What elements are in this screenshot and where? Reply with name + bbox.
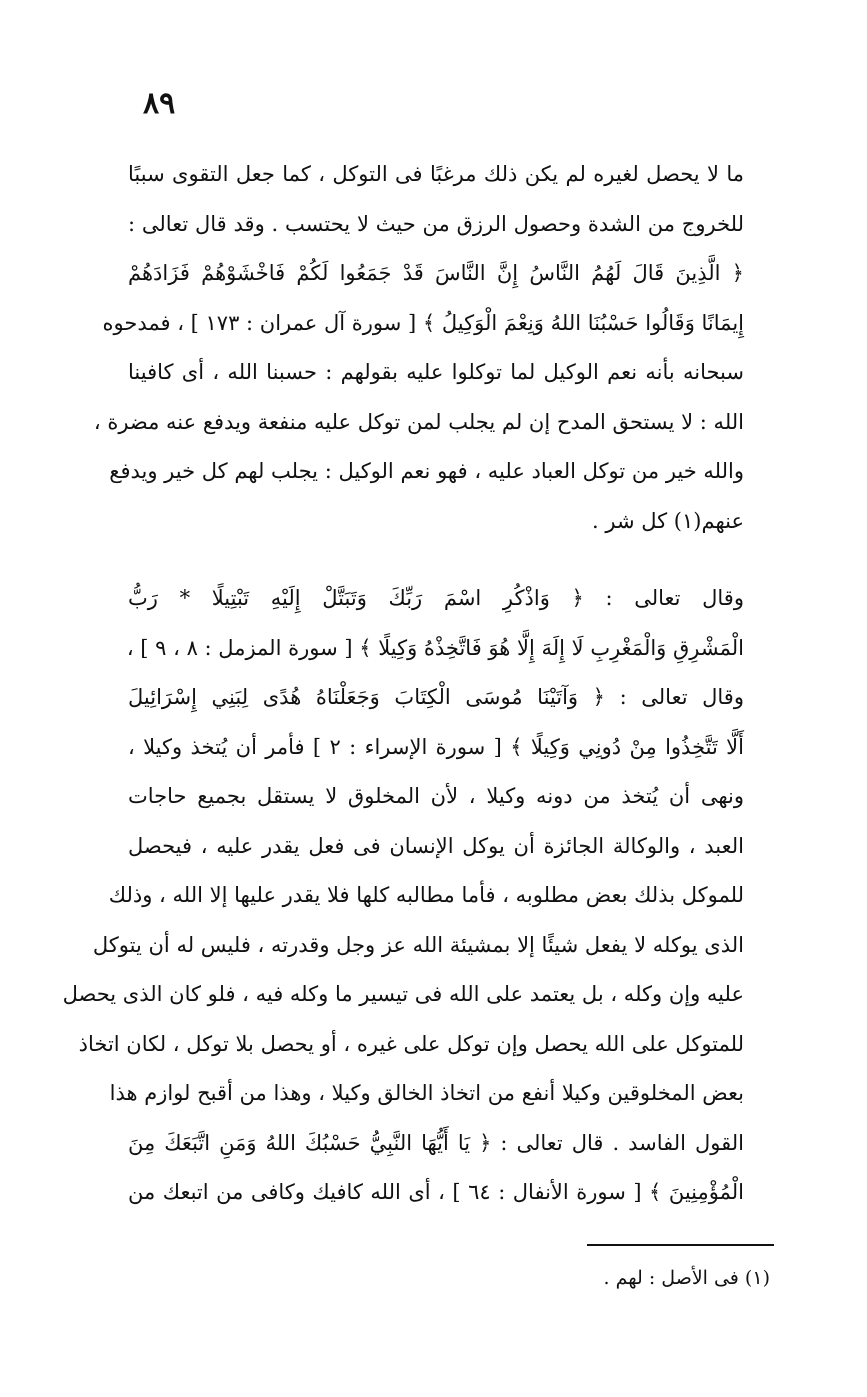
quran-verse-line: ﴿ الَّذِينَ قَالَ لَهُمُ النَّاسُ إِنَّ النَّاسَ قَدْ جَمَعُوا لَكُمْ فَاخْشَوْهُمْ فَزَادَهُمْ [128,261,744,285]
footnote: (١) فى الأصل : لهم . [603,1267,770,1289]
text-line: للموكل بذلك بعض مطلوبه ، فأما مطالبه كلها فلا يقدر عليها إلا الله ، وذلك [108,883,744,907]
text-line: الذى يوكله لا يفعل شيئًا إلا بمشيئة الله عز وجل وقدرته ، فليس له أن يتوكل [92,932,744,957]
page-number: ٨٩ [143,86,176,121]
text-line: سبحانه بأنه نعم الوكيل لما توكلوا عليه بقولهم : حسبنا الله ، أى كافينا [128,360,744,384]
text-line: الله : لا يستحق المدح إن لم يجلب لمن توكل عليه منفعة ويدفع عنه مضرة ، [93,409,744,434]
text-line: عليه وإن وكله ، بل يعتمد على الله فى تيسير ما وكله فيه ، فلو كان الذى يحصل [62,982,744,1006]
quran-verse-line: الْمَشْرِقِ وَالْمَغْرِبِ لَا إِلَهَ إِلَّا هُوَ فَاتَّخِذْهُ وَكِيلًا ﴾ [ سورة المزمل : ٨ ، ٩ ] ، [126,635,744,660]
text-line: ونهى أن يُتخذ من دونه وكيلا ، لأن المخلوق لا يستقل بجميع حاجات [128,784,744,808]
text-line: عنهم(١) كل شر . [592,508,744,533]
text-line: بعض المخلوقين وكيلا أنفع من اتخاذ الخالق وكيلا ، وهذا من أقبح لوازم هذا [109,1081,744,1105]
text-line: للمتوكل على الله يحصل وإن توكل على غيره ، أو يحصل بلا توكل ، لكان اتخاذ [78,1031,744,1056]
text-line: ما لا يحصل لغيره لم يكن ذلك مرغبًا فى التوكل ، كما جعل التقوى سببًا [128,162,744,186]
quran-verse-line: الْمُؤْمِنِينَ ﴾ [ سورة الأنفال : ٦٤ ] ، أى الله كافيك وكافى من اتبعك من [128,1180,744,1204]
quran-verse-line: وقال تعالى : ﴿ وَاذْكُرِ اسْمَ رَبِّكَ وَتَبَتَّلْ إِلَيْهِ تَبْتِيلًا * رَبُّ [128,586,744,610]
text-line: العبد ، والوكالة الجائزة أن يوكل الإنسان فى فعل يقدر عليه ، فيحصل [128,833,744,858]
text-line: والله خير من توكل العباد عليه ، فهو نعم الوكيل : يجلب لهم كل خير ويدفع [109,459,744,483]
paragraph-1 [93,150,744,546]
footnote-divider [587,1244,774,1246]
quran-verse-line: أَلَّا تَتَّخِذُوا مِنْ دُونِي وَكِيلًا ﴾ [ سورة الإسراء : ٢ ] فأمر أن يُتخذ وكيلا ، [128,734,744,759]
quran-verse-line: وقال تعالى : ﴿ وَآتَيْنَا مُوسَى الْكِتَابَ وَجَعَلْنَاهُ هُدًى لِبَنِي إِسْرَائِيلَ [128,685,744,709]
quran-verse-line: القول الفاسد . قال تعالى : ﴿ يَا أَيُّهَا النَّبِيُّ حَسْبُكَ اللهُ وَمَنِ اتَّبَعَكَ مِنَ [128,1130,744,1155]
quran-verse-line: إِيمَانًا وَقَالُوا حَسْبُنَا اللهُ وَنِعْمَ الْوَكِيلُ ﴾ [ سورة آل عمران : ١٧٣ ] ، فمدحوه [102,310,744,335]
text-line: للخروج من الشدة وحصول الرزق من حيث لا يحتسب . وقد قال تعالى : [128,211,744,236]
paragraph-2 [62,574,744,1218]
